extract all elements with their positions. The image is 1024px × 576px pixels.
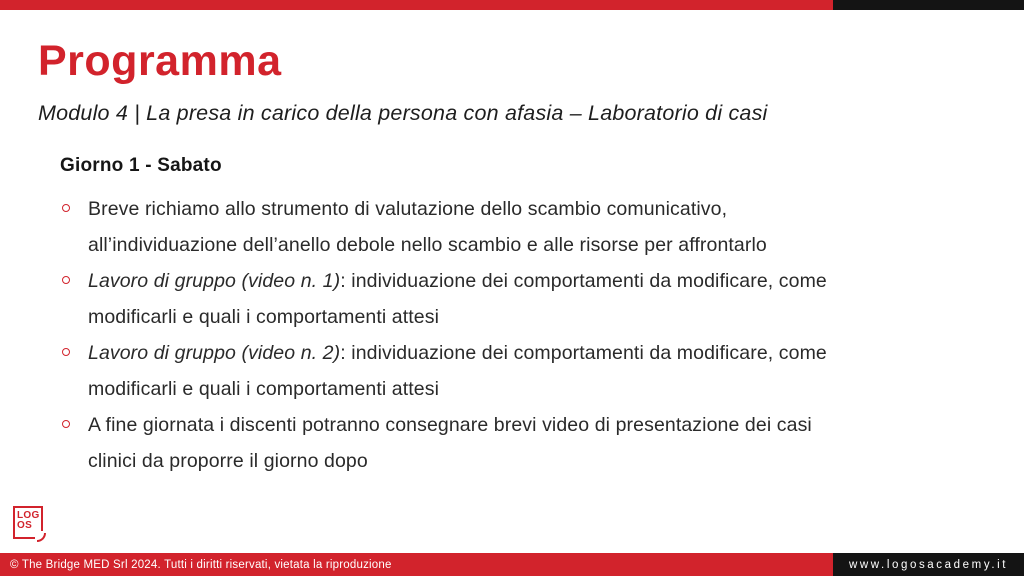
list-item (60, 263, 990, 335)
list-item (60, 407, 990, 479)
line-text: : individuazione dei comportamenti da modificare, come (340, 270, 827, 292)
line-text: all’individuazione dell’anello debole nello scambio e alle risorse per affrontarlo (88, 234, 767, 256)
slide-content (60, 155, 990, 479)
bullet-circle-icon (62, 276, 70, 284)
list-item-text (88, 263, 827, 335)
line-text: A fine giornata i discenti potranno consegnare brevi video di presentazione dei casi (88, 414, 812, 436)
top-bar-black-segment (833, 0, 1024, 10)
slide-subtitle: Modulo 4 | La presa in carico della persona con afasia – Laboratorio di casi (38, 101, 768, 125)
logos-logo-text (15, 508, 41, 531)
website-bar (833, 553, 1024, 576)
logo-line-2: OS (17, 520, 33, 531)
website-text: www.logosacademy.it (848, 558, 1009, 571)
list-item-text (88, 191, 767, 263)
list-item-text (88, 407, 812, 479)
logo-line-1: LOG (17, 510, 40, 521)
copyright-text: © The Bridge MED Srl 2024. Tutti i diritti riservati, vietata la riproduzione (10, 558, 392, 571)
bullet-circle-icon (62, 204, 70, 212)
line-text: clinici da proporre il giorno dopo (88, 450, 368, 472)
line-text: modificarli e quali i comportamenti attesi (88, 306, 440, 328)
top-bar-red-segment (0, 0, 833, 10)
slide-title: Programma (38, 37, 282, 85)
logos-logo (13, 506, 43, 539)
bullet-circle-icon (62, 420, 70, 428)
footer (0, 553, 1024, 576)
line-text: modificarli e quali i comportamenti attesi (88, 378, 440, 400)
italic-lead-text: Lavoro di gruppo (video n. 2) (88, 342, 341, 364)
top-bar (0, 0, 1024, 10)
bullet-circle-icon (62, 348, 70, 356)
logo-corner-tail (37, 533, 46, 542)
list-item-text (88, 335, 827, 407)
italic-lead-text: Lavoro di gruppo (video n. 1) (88, 270, 341, 292)
line-text: Breve richiamo allo strumento di valutazione dello scambio comunicativo, (88, 198, 728, 220)
bullet-list (60, 191, 990, 479)
day-heading: Giorno 1 - Sabato (60, 155, 222, 176)
line-text: : individuazione dei comportamenti da modificare, come (340, 342, 827, 364)
list-item (60, 335, 990, 407)
copyright-bar (0, 553, 833, 576)
list-item (60, 191, 990, 263)
